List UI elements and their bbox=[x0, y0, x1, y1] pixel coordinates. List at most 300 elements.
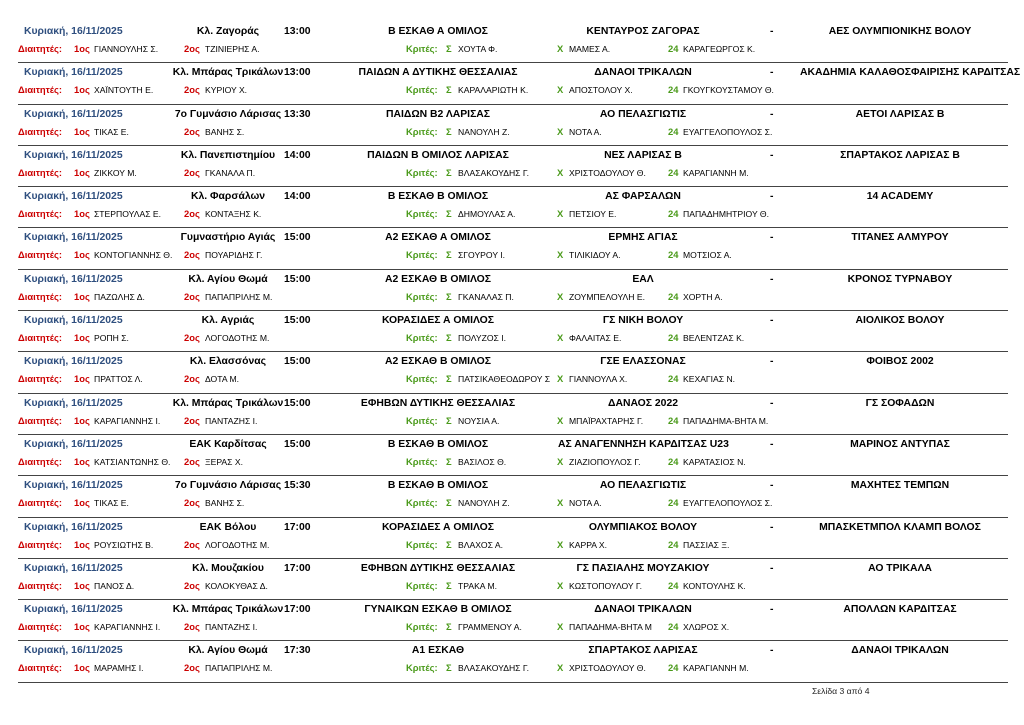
timer-label: Χ bbox=[557, 621, 564, 633]
scorer: ΒΛΑΣΑΚΟΥΔΗΣ Γ. bbox=[458, 663, 530, 674]
match-date: Κυριακή, 16/11/2025 bbox=[24, 356, 123, 368]
versus-dash: - bbox=[770, 26, 774, 37]
officials-line bbox=[18, 663, 1008, 675]
match-date: Κυριακή, 16/11/2025 bbox=[24, 397, 123, 409]
match-category: ΠΑΙΔΩΝ Α ΔΥΤΙΚΗΣ ΘΕΣΣΑΛΙΑΣ bbox=[358, 67, 518, 79]
timer-label: Χ bbox=[557, 290, 564, 302]
match-category: Β ΕΣΚΑΘ Α ΟΜΙΛΟΣ bbox=[388, 26, 488, 37]
shot-clock-operator: ΜΟΤΣΙΟΣ Α. bbox=[683, 250, 732, 261]
match-venue: ΕΑΚ Καρδίτσας bbox=[189, 438, 267, 450]
scorer-label: Σ bbox=[446, 538, 452, 550]
timer: ΝΟΤΑ Α. bbox=[569, 498, 602, 509]
table-officials-label: Κριτές: bbox=[406, 373, 438, 385]
shot-clock-label: 24 bbox=[668, 332, 679, 344]
referees-label: Διαιτητές: bbox=[18, 166, 63, 178]
officials-line bbox=[18, 209, 1008, 221]
shot-clock-operator: ΚΑΡΑΓΕΩΡΓΟΣ Κ. bbox=[683, 44, 756, 54]
match-time: 13:00 bbox=[284, 67, 311, 79]
scorer: ΠΑΤΣΙΚΑΘΕΟΔΩΡΟΥ Σ bbox=[458, 374, 551, 385]
table-officials-label: Κριτές: bbox=[406, 208, 438, 220]
table-officials-label: Κριτές: bbox=[406, 414, 438, 426]
shot-clock-label: 24 bbox=[668, 621, 679, 633]
scorer-label: Σ bbox=[446, 621, 452, 633]
schedule-sheet bbox=[18, 22, 1021, 683]
match-category: ΚΟΡΑΣΙΔΕΣ Α ΟΜΙΛΟΣ bbox=[381, 315, 494, 327]
scorer: ΝΟΥΣΙΑ Α. bbox=[458, 415, 500, 426]
scorer-label: Σ bbox=[446, 166, 452, 178]
match-venue: ΕΑΚ Βόλου bbox=[199, 521, 257, 533]
versus-dash: - bbox=[770, 438, 774, 450]
second-referee: ΛΟΓΟΔΟΤΗΣ Μ. bbox=[205, 539, 270, 550]
officials-line bbox=[18, 44, 1008, 56]
timer-label: Χ bbox=[557, 455, 564, 467]
match-venue: Κλ. Μπάρας Τρικάλων bbox=[172, 67, 284, 79]
scorer-label: Σ bbox=[446, 84, 452, 96]
match-time: 17:00 bbox=[284, 604, 311, 616]
referees-label: Διαιτητές: bbox=[18, 125, 63, 137]
versus-dash: - bbox=[770, 67, 774, 79]
scorer: ΒΑΣΙΛΟΣ Θ. bbox=[458, 456, 507, 467]
match-date: Κυριακή, 16/11/2025 bbox=[24, 480, 123, 492]
second-referee: ΒΑΝΗΣ Σ. bbox=[205, 126, 245, 137]
match-row bbox=[18, 311, 1008, 352]
match-info-line bbox=[18, 109, 1008, 123]
shot-clock-label: 24 bbox=[668, 538, 679, 550]
referees-label: Διαιτητές: bbox=[18, 621, 63, 633]
shot-clock-operator: ΚΑΡΑΤΑΣΙΟΣ Ν. bbox=[683, 456, 746, 467]
second-referee: ΚΥΡΙΟΥ Χ. bbox=[205, 85, 248, 96]
shot-clock-label: 24 bbox=[668, 455, 679, 467]
match-venue: Κλ. Μουζακίου bbox=[192, 562, 264, 574]
match-info-line bbox=[18, 150, 1008, 164]
first-referee: ΠΡΑΤΤΟΣ Λ. bbox=[94, 374, 143, 385]
home-team: ΕΡΜΗΣ ΑΓΙΑΣ bbox=[608, 232, 678, 244]
match-info-line bbox=[18, 26, 1008, 40]
match-info-line bbox=[18, 645, 1008, 659]
away-team: ΤΙΤΑΝΕΣ ΑΛΜΥΡΟΥ bbox=[851, 232, 949, 244]
match-category: Β ΕΣΚΑΘ Β ΟΜΙΛΟΣ bbox=[387, 191, 489, 203]
first-referee: ΚΑΡΑΓΙΑΝΝΗΣ Ι. bbox=[94, 622, 161, 633]
second-referee-label: 2ος bbox=[184, 373, 200, 385]
match-row bbox=[18, 476, 1008, 517]
scorer-label: Σ bbox=[446, 579, 452, 591]
officials-line bbox=[18, 250, 1008, 262]
match-row bbox=[18, 518, 1008, 559]
match-venue: Κλ. Ελασσόνας bbox=[189, 356, 267, 368]
scorer: ΚΑΡΑΛΑΡΙΩΤΗ Κ. bbox=[458, 85, 529, 96]
home-team: ΑΟ ΠΕΛΑΣΓΙΩΤΙΣ bbox=[599, 480, 687, 492]
officials-line bbox=[18, 498, 1008, 510]
away-team: ΜΑΡΙΝΟΣ ΑΝΤΥΠΑΣ bbox=[850, 438, 950, 450]
table-officials-label: Κριτές: bbox=[406, 166, 438, 178]
first-referee-label: 1ος bbox=[74, 166, 90, 178]
timer-label: Χ bbox=[557, 538, 564, 550]
home-team: ΓΣ ΝΙΚΗ ΒΟΛΟΥ bbox=[602, 315, 684, 327]
officials-line bbox=[18, 292, 1008, 304]
officials-line bbox=[18, 622, 1008, 634]
match-info-line bbox=[18, 398, 1008, 412]
referees-label: Διαιτητές: bbox=[18, 579, 63, 591]
shot-clock-operator: ΚΑΡΑΓΙΑΝΝΗ Μ. bbox=[683, 167, 749, 178]
match-category: ΚΟΡΑΣΙΔΕΣ Α ΟΜΙΛΟΣ bbox=[381, 521, 494, 533]
second-referee: ΠΑΝΤΑΖΗΣ Ι. bbox=[205, 415, 258, 426]
match-time: 14:00 bbox=[284, 149, 311, 161]
first-referee-label: 1ος bbox=[74, 621, 90, 633]
timer: ΠΑΠΑΔΗΜΑ-ΒΗΤΑ Μ bbox=[569, 622, 652, 633]
match-time: 15:00 bbox=[284, 273, 311, 285]
match-row bbox=[18, 22, 1008, 63]
second-referee: ΠΟΥΑΡΙΔΗΣ Γ. bbox=[205, 250, 263, 261]
first-referee: ΡΟΥΣΙΩΤΗΣ Β. bbox=[94, 539, 154, 550]
second-referee-label: 2ος bbox=[184, 166, 200, 178]
match-venue: Κλ. Μπάρας Τρικάλων bbox=[172, 604, 284, 616]
match-date: Κυριακή, 16/11/2025 bbox=[24, 438, 123, 450]
match-time: 14:00 bbox=[284, 191, 311, 203]
home-team: ΓΣΕ ΕΛΑΣΣΟΝΑΣ bbox=[600, 356, 686, 368]
table-officials-label: Κριτές: bbox=[406, 84, 438, 96]
table-officials-label: Κριτές: bbox=[406, 579, 438, 591]
officials-line bbox=[18, 85, 1008, 97]
first-referee-label: 1ος bbox=[74, 208, 90, 220]
match-row bbox=[18, 352, 1008, 393]
timer-label: Χ bbox=[557, 166, 564, 178]
scorer-label: Σ bbox=[446, 414, 452, 426]
home-team: ΝΕΣ ΛΑΡΙΣΑΣ Β bbox=[604, 149, 682, 161]
match-category: ΠΑΙΔΩΝ Β ΟΜΙΛΟΣ ΛΑΡΙΣΑΣ bbox=[367, 149, 509, 161]
scorer: ΣΓΟΥΡΟΥ Ι. bbox=[458, 250, 506, 261]
shot-clock-operator: ΕΥΑΓΓΕΛΟΠΟΥΛΟΣ Σ. bbox=[683, 126, 773, 137]
shot-clock-label: 24 bbox=[668, 84, 679, 96]
second-referee: ΞΕΡΑΣ Χ. bbox=[205, 456, 243, 467]
scorer-label: Σ bbox=[446, 208, 452, 220]
scorer-label: Σ bbox=[446, 662, 452, 674]
first-referee-label: 1ος bbox=[74, 579, 90, 591]
home-team: ΚΕΝΤΑΥΡΟΣ ΖΑΓΟΡΑΣ bbox=[586, 26, 700, 37]
second-referee-label: 2ος bbox=[184, 84, 200, 96]
versus-dash: - bbox=[770, 480, 774, 492]
match-row bbox=[18, 641, 1008, 682]
timer: ΤΙΛΙΚΙΔΟΥ Α. bbox=[569, 250, 621, 261]
timer-label: Χ bbox=[557, 125, 564, 137]
first-referee: ΜΑΡΑΜΗΣ Ι. bbox=[94, 663, 144, 674]
second-referee: ΠΑΠΑΠΡΙΛΗΣ Μ. bbox=[205, 291, 273, 302]
match-venue: Κλ. Αγριάς bbox=[201, 315, 255, 327]
second-referee: ΤΖΙΝΙΕΡΗΣ Α. bbox=[205, 44, 260, 54]
second-referee-label: 2ος bbox=[184, 332, 200, 344]
first-referee-label: 1ος bbox=[74, 497, 90, 509]
match-venue: 7ο Γυμνάσιο Λάρισας bbox=[174, 480, 282, 492]
timer: ΝΟΤΑ Α. bbox=[569, 126, 602, 137]
scorer-label: Σ bbox=[446, 332, 452, 344]
timer-label: Χ bbox=[557, 208, 564, 220]
second-referee-label: 2ος bbox=[184, 579, 200, 591]
shot-clock-operator: ΠΑΠΑΔΗΜΗΤΡΙΟΥ Θ. bbox=[683, 209, 770, 220]
versus-dash: - bbox=[770, 645, 774, 657]
second-referee-label: 2ος bbox=[184, 43, 200, 54]
shot-clock-operator: ΒΕΛΕΝΤΖΑΣ Κ. bbox=[683, 333, 745, 344]
scorer-label: Σ bbox=[446, 125, 452, 137]
away-team: ΜΠΑΣΚΕΤΜΠΟΛ ΚΛΑΜΠ ΒΟΛΟΣ bbox=[819, 521, 981, 533]
match-date: Κυριακή, 16/11/2025 bbox=[24, 67, 123, 79]
match-row bbox=[18, 146, 1008, 187]
shot-clock-label: 24 bbox=[668, 290, 679, 302]
second-referee-label: 2ος bbox=[184, 249, 200, 261]
first-referee: ΚΑΡΑΓΙΑΝΝΗΣ Ι. bbox=[94, 415, 161, 426]
away-team: ΑΙΟΛΙΚΟΣ ΒΟΛΟΥ bbox=[855, 315, 945, 327]
shot-clock-operator: ΕΥΑΓΓΕΛΟΠΟΥΛΟΣ Σ. bbox=[683, 498, 773, 509]
home-team: ΑΟ ΠΕΛΑΣΓΙΩΤΙΣ bbox=[599, 108, 687, 120]
table-officials-label: Κριτές: bbox=[406, 290, 438, 302]
match-row bbox=[18, 228, 1008, 269]
second-referee-label: 2ος bbox=[184, 208, 200, 220]
match-row bbox=[18, 600, 1008, 641]
scorer-label: Σ bbox=[446, 290, 452, 302]
second-referee: ΓΚΑΝΑΛΑ Π. bbox=[205, 167, 256, 178]
shot-clock-label: 24 bbox=[668, 166, 679, 178]
match-info-line bbox=[18, 522, 1008, 536]
shot-clock-operator: ΧΛΩΡΟΣ Χ. bbox=[683, 622, 730, 633]
table-officials-label: Κριτές: bbox=[406, 332, 438, 344]
match-category: Α1 ΕΣΚΑΘ bbox=[411, 645, 465, 657]
shot-clock-label: 24 bbox=[668, 579, 679, 591]
versus-dash: - bbox=[770, 604, 774, 616]
scorer: ΧΟΥΤΑ Φ. bbox=[458, 44, 498, 54]
scorer: ΠΟΛΥΖΟΣ Ι. bbox=[458, 333, 506, 344]
match-venue: Γυμναστήριο Αγιάς bbox=[180, 232, 276, 244]
match-info-line bbox=[18, 604, 1008, 618]
officials-line bbox=[18, 416, 1008, 428]
match-category: Α2 ΕΣΚΑΘ Β ΟΜΙΛΟΣ bbox=[384, 273, 492, 285]
officials-line bbox=[18, 374, 1008, 386]
table-officials-label: Κριτές: bbox=[406, 621, 438, 633]
match-time: 15:00 bbox=[284, 356, 311, 368]
away-team: ΔΑΝΑΟΙ ΤΡΙΚΑΛΩΝ bbox=[851, 645, 949, 657]
second-referee-label: 2ος bbox=[184, 497, 200, 509]
shot-clock-label: 24 bbox=[668, 208, 679, 220]
officials-line bbox=[18, 581, 1008, 593]
match-date: Κυριακή, 16/11/2025 bbox=[24, 604, 123, 616]
first-referee-label: 1ος bbox=[74, 249, 90, 261]
second-referee: ΒΑΝΗΣ Σ. bbox=[205, 498, 245, 509]
scorer: ΝΑΝΟΥΛΗ Ζ. bbox=[458, 498, 510, 509]
versus-dash: - bbox=[770, 232, 774, 244]
first-referee: ΠΑΖΩΛΗΣ Δ. bbox=[94, 291, 145, 302]
first-referee: ΧΑΪΝΤΟΥΤΗ Ε. bbox=[94, 85, 154, 96]
scorer-label: Σ bbox=[446, 43, 452, 54]
table-officials-label: Κριτές: bbox=[406, 662, 438, 674]
match-category: Α2 ΕΣΚΑΘ Β ΟΜΙΛΟΣ bbox=[384, 356, 492, 368]
match-time: 13:30 bbox=[284, 108, 311, 120]
referees-label: Διαιτητές: bbox=[18, 414, 63, 426]
away-team: ΚΡΟΝΟΣ ΤΥΡΝΑΒΟΥ bbox=[847, 273, 953, 285]
match-date: Κυριακή, 16/11/2025 bbox=[24, 315, 123, 327]
versus-dash: - bbox=[770, 191, 774, 203]
match-row bbox=[18, 435, 1008, 476]
timer: ΜΑΜΕΣ Α. bbox=[569, 44, 611, 54]
match-row bbox=[18, 187, 1008, 228]
first-referee-label: 1ος bbox=[74, 125, 90, 137]
second-referee-label: 2ος bbox=[184, 621, 200, 633]
match-info-line bbox=[18, 232, 1008, 246]
first-referee-label: 1ος bbox=[74, 538, 90, 550]
away-team: ΑΕΤΟΙ ΛΑΡΙΣΑΣ Β bbox=[855, 108, 945, 120]
match-info-line bbox=[18, 191, 1008, 205]
timer-label: Χ bbox=[557, 43, 564, 54]
versus-dash: - bbox=[770, 315, 774, 327]
match-time: 15:00 bbox=[284, 315, 311, 327]
second-referee: ΛΟΓΟΔΟΤΗΣ Μ. bbox=[205, 333, 270, 344]
referees-label: Διαιτητές: bbox=[18, 373, 63, 385]
away-team: ΑΠΟΛΛΩΝ ΚΑΡΔΙΤΣΑΣ bbox=[843, 604, 957, 616]
shot-clock-label: 24 bbox=[668, 373, 679, 385]
timer-label: Χ bbox=[557, 84, 564, 96]
away-team: ΦΟΙΒΟΣ 2002 bbox=[866, 356, 934, 368]
match-date: Κυριακή, 16/11/2025 bbox=[24, 562, 123, 574]
shot-clock-operator: ΚΑΡΑΓΙΑΝΝΗ Μ. bbox=[683, 663, 749, 674]
timer: ΖΙΑΖΙΟΠΟΥΛΟΣ Γ. bbox=[569, 456, 641, 467]
match-info-line bbox=[18, 315, 1008, 329]
home-team: ΑΣ ΦΑΡΣΑΛΩΝ bbox=[605, 191, 681, 203]
match-info-line bbox=[18, 67, 1021, 81]
page-number: Σελίδα 3 από 4 bbox=[812, 686, 870, 696]
second-referee: ΔΟΤΑ Μ. bbox=[205, 374, 240, 385]
timer-label: Χ bbox=[557, 579, 564, 591]
match-time: 15:00 bbox=[284, 397, 311, 409]
away-team: ΑΟ ΤΡΙΚΑΛΑ bbox=[868, 562, 932, 574]
match-time: 15:00 bbox=[284, 438, 311, 450]
referees-label: Διαιτητές: bbox=[18, 332, 63, 344]
away-team: ΑΕΣ ΟΛΥΜΠΙΟΝΙΚΗΣ ΒΟΛΟΥ bbox=[828, 26, 972, 37]
first-referee-label: 1ος bbox=[74, 455, 90, 467]
timer-label: Χ bbox=[557, 373, 564, 385]
match-date: Κυριακή, 16/11/2025 bbox=[24, 26, 123, 37]
shot-clock-operator: ΚΟΝΤΟΥΛΗΣ Κ. bbox=[683, 580, 746, 591]
first-referee-label: 1ος bbox=[74, 332, 90, 344]
match-time: 15:00 bbox=[284, 232, 311, 244]
second-referee-label: 2ος bbox=[184, 125, 200, 137]
match-category: ΕΦΗΒΩΝ ΔΥΤΙΚΗΣ ΘΕΣΣΑΛΙΑΣ bbox=[360, 562, 516, 574]
second-referee-label: 2ος bbox=[184, 538, 200, 550]
first-referee-label: 1ος bbox=[74, 373, 90, 385]
versus-dash: - bbox=[770, 149, 774, 161]
match-time: 17:30 bbox=[284, 645, 311, 657]
shot-clock-label: 24 bbox=[668, 497, 679, 509]
first-referee: ΠΑΝΟΣ Δ. bbox=[94, 580, 135, 591]
shot-clock-label: 24 bbox=[668, 249, 679, 261]
home-team: ΔΑΝΑΟΣ 2022 bbox=[607, 397, 679, 409]
away-team: ΓΣ ΣΟΦΑΔΩΝ bbox=[865, 397, 935, 409]
timer-label: Χ bbox=[557, 249, 564, 261]
match-venue: Κλ. Φαρσάλων bbox=[190, 191, 266, 203]
match-row bbox=[18, 559, 1008, 600]
timer: ΚΩΣΤΟΠΟΥΛΟΥ Γ. bbox=[569, 580, 643, 591]
referees-label: Διαιτητές: bbox=[18, 208, 63, 220]
timer: ΦΑΛΑΙΤΑΣ Ε. bbox=[569, 333, 622, 344]
home-team: ΣΠΑΡΤΑΚΟΣ ΛΑΡΙΣΑΣ bbox=[588, 645, 698, 657]
match-time: 13:00 bbox=[284, 26, 311, 37]
shot-clock-operator: ΓΚΟΥΓΚΟΥΣΤΑΜΟΥ Θ. bbox=[683, 85, 774, 96]
versus-dash: - bbox=[770, 562, 774, 574]
match-row bbox=[18, 105, 1008, 146]
match-venue: Κλ. Πανεπιστημίου bbox=[180, 149, 276, 161]
match-row bbox=[18, 270, 1008, 311]
first-referee: ΚΟΝΤΟΓΙΑΝΝΗΣ Θ. bbox=[94, 250, 173, 261]
scorer: ΒΛΑΣΑΚΟΥΔΗΣ Γ. bbox=[458, 167, 530, 178]
scorer: ΤΡΑΚΑ Μ. bbox=[458, 580, 497, 591]
match-category: ΕΦΗΒΩΝ ΔΥΤΙΚΗΣ ΘΕΣΣΑΛΙΑΣ bbox=[360, 397, 516, 409]
home-team: ΓΣ ΠΑΣΙΑΛΗΣ ΜΟΥΖΑΚΙΟΥ bbox=[576, 562, 710, 574]
first-referee: ΓΙΑΝΝΟΥΛΗΣ Σ. bbox=[94, 44, 159, 54]
second-referee: ΚΟΛΟΚΥΘΑΣ Δ. bbox=[205, 580, 268, 591]
match-venue: Κλ. Αγίου Θωμά bbox=[188, 273, 268, 285]
referees-label: Διαιτητές: bbox=[18, 84, 63, 96]
referees-label: Διαιτητές: bbox=[18, 290, 63, 302]
referees-label: Διαιτητές: bbox=[18, 455, 63, 467]
first-referee: ΤΙΚΑΣ Ε. bbox=[94, 126, 129, 137]
match-category: Β ΕΣΚΑΘ Β ΟΜΙΛΟΣ bbox=[387, 438, 489, 450]
away-team: ΜΑΧΗΤΕΣ ΤΕΜΠΩΝ bbox=[850, 480, 950, 492]
match-date: Κυριακή, 16/11/2025 bbox=[24, 521, 123, 533]
match-venue: 7ο Γυμνάσιο Λάρισας bbox=[174, 108, 282, 120]
away-team: ΣΠΑΡΤΑΚΟΣ ΛΑΡΙΣΑΣ Β bbox=[840, 149, 960, 161]
shot-clock-label: 24 bbox=[668, 662, 679, 674]
second-referee-label: 2ος bbox=[184, 290, 200, 302]
second-referee: ΠΑΝΤΑΖΗΣ Ι. bbox=[205, 622, 258, 633]
timer-label: Χ bbox=[557, 497, 564, 509]
officials-line bbox=[18, 127, 1008, 139]
home-team: ΕΑΛ bbox=[632, 273, 654, 285]
scorer-label: Σ bbox=[446, 249, 452, 261]
second-referee-label: 2ος bbox=[184, 455, 200, 467]
first-referee-label: 1ος bbox=[74, 290, 90, 302]
shot-clock-operator: ΠΑΠΑΔΗΜΑ-ΒΗΤΑ Μ. bbox=[683, 415, 769, 426]
first-referee-label: 1ος bbox=[74, 662, 90, 674]
scorer: ΔΗΜΟΥΛΑΣ Α. bbox=[458, 209, 516, 220]
match-date: Κυριακή, 16/11/2025 bbox=[24, 191, 123, 203]
versus-dash: - bbox=[770, 521, 774, 533]
home-team: ΟΛΥΜΠΙΑΚΟΣ ΒΟΛΟΥ bbox=[588, 521, 698, 533]
referees-label: Διαιτητές: bbox=[18, 43, 63, 54]
shot-clock-operator: ΧΟΡΤΗ Α. bbox=[683, 291, 723, 302]
match-row bbox=[18, 63, 1021, 104]
timer: ΧΡΙΣΤΟΔΟΥΛΟΥ Θ. bbox=[569, 167, 646, 178]
first-referee: ΚΑΤΣΙΑΝΤΩΝΗΣ Θ. bbox=[94, 456, 171, 467]
timer: ΧΡΙΣΤΟΔΟΥΛΟΥ Θ. bbox=[569, 663, 646, 674]
officials-line bbox=[18, 333, 1008, 345]
match-info-line bbox=[18, 563, 1008, 577]
match-venue: Κλ. Μπάρας Τρικάλων bbox=[172, 397, 284, 409]
second-referee: ΚΟΝΤΑΞΗΣ Κ. bbox=[205, 209, 262, 220]
timer: ΑΠΟΣΤΟΛΟΥ Χ. bbox=[569, 85, 633, 96]
scorer-label: Σ bbox=[446, 497, 452, 509]
referees-label: Διαιτητές: bbox=[18, 497, 63, 509]
match-date: Κυριακή, 16/11/2025 bbox=[24, 108, 123, 120]
match-date: Κυριακή, 16/11/2025 bbox=[24, 232, 123, 244]
match-time: 17:00 bbox=[284, 521, 311, 533]
match-info-line bbox=[18, 480, 1008, 494]
table-officials-label: Κριτές: bbox=[406, 125, 438, 137]
versus-dash: - bbox=[770, 397, 774, 409]
home-team: ΑΣ ΑΝΑΓΕΝΝΗΣΗ ΚΑΡΔΙΤΣΑΣ U23 bbox=[558, 438, 729, 450]
table-officials-label: Κριτές: bbox=[406, 455, 438, 467]
scorer-label: Σ bbox=[446, 373, 452, 385]
match-category: Β ΕΣΚΑΘ Β ΟΜΙΛΟΣ bbox=[387, 480, 489, 492]
shot-clock-label: 24 bbox=[668, 125, 679, 137]
away-team: ΑΚΑΔΗΜΙΑ ΚΑΛΑΘΟΣΦΑΙΡΙΣΗΣ ΚΑΡΔΙΤΣΑΣ bbox=[800, 67, 1021, 79]
first-referee: ΖΙΚΚΟΥ Μ. bbox=[94, 167, 137, 178]
timer: ΖΟΥΜΠΕΛΟΥΛΗ Ε. bbox=[569, 291, 645, 302]
timer: ΚΑΡΡΑ Χ. bbox=[569, 539, 608, 550]
